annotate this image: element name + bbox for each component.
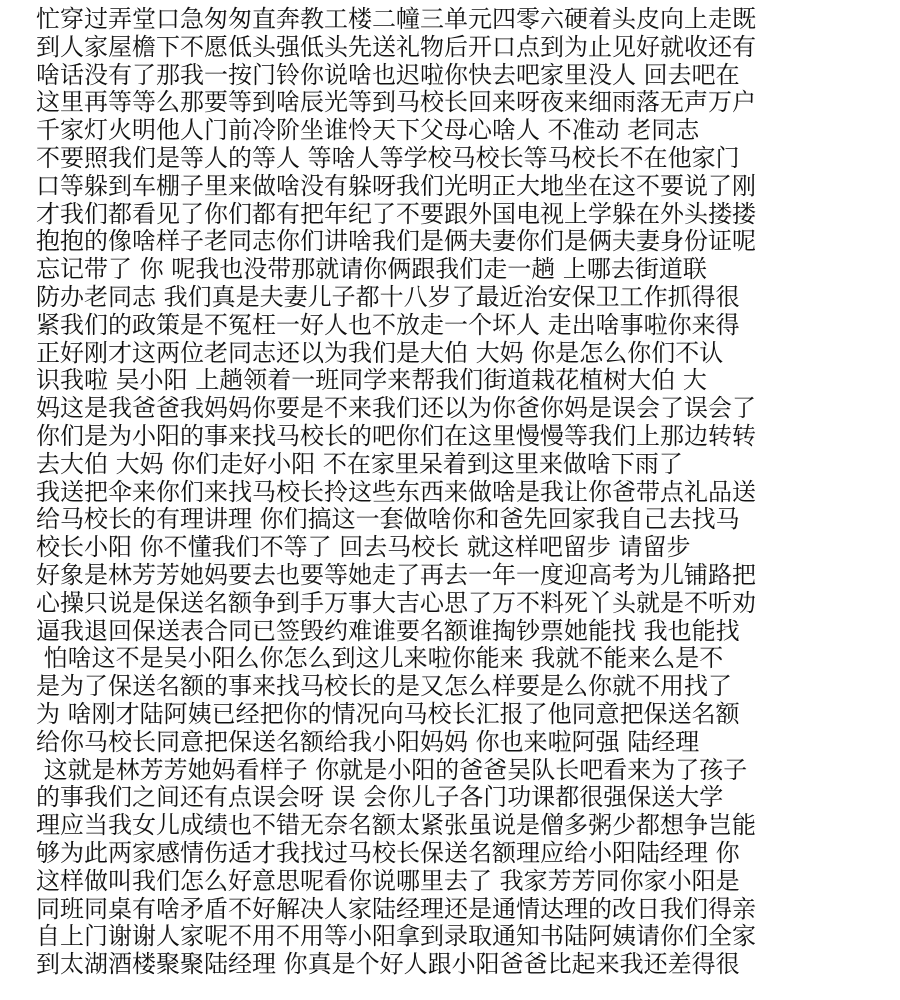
text-line: 同班同桌有啥矛盾不好解决人家陆经理还是通情达理的改日我们得亲 xyxy=(36,895,756,923)
text-line: 识我啦 吴小阳 上趟领着一班同学来帮我们街道栽花植树大伯 大 xyxy=(36,367,707,395)
text-line: 理应当我女儿成绩也不错无奈名额太紧张虽说是僧多粥少都想争岂能 xyxy=(36,812,756,840)
text-line: 千家灯火明他人门前冷阶坐谁怜天下父母心啥人 不准动 老同志 xyxy=(36,117,700,145)
text-line: 紧我们的政策是不冤枉一好人也不放走一个坏人 走出啥事啦你来得 xyxy=(36,311,740,339)
text-line: 抱抱的像啥样子老同志你们讲啥我们是俩夫妻你们是俩夫妻身份证呢 xyxy=(36,228,756,256)
text-line: 啥话没有了那我一按门铃你说啥也迟啦你快去吧家里没人 回去吧在 xyxy=(36,61,740,89)
text-line: 是为了保送名额的事来找马校长的是又怎么样要是么你就不用找了 xyxy=(36,673,732,701)
text-line: 妈这是我爸爸我妈妈你要是不来我们还以为你爸你妈是误会了误会了 xyxy=(36,395,756,423)
text-body xyxy=(36,6,886,979)
text-line: 正好刚才这两位老同志还以为我们是大伯 大妈 你是怎么你们不认 xyxy=(36,339,724,367)
text-line: 为 啥刚才陆阿姨已经把你的情况向马校长汇报了他同意把保送名额 xyxy=(36,700,740,728)
text-line: 怕啥这不是吴小阳么你怎么到这儿来啦你能来 我就不能来么是不 xyxy=(36,645,724,673)
text-line: 忙穿过弄堂口急匆匆直奔教工楼二幢三单元四零六硬着头皮向上走既 xyxy=(36,6,756,33)
text-line: 这样做叫我们怎么好意思呢看你说哪里去了 我家芳芳同你家小阳是 xyxy=(36,867,740,895)
text-line: 我送把伞来你们来找马校长拎这些东西来做啥是我让你爸带点礼品送 xyxy=(36,478,756,506)
text-line: 去大伯 大妈 你们走好小阳 不在家里呆着到这里来做啥下雨了 xyxy=(36,450,683,478)
text-line: 给你马校长同意把保送名额给我小阳妈妈 你也来啦阿强 陆经理 xyxy=(36,728,700,756)
text-line: 你们是为小阳的事来找马校长的吧你们在这里慢慢等我们上那边转转 xyxy=(36,422,756,450)
text-line: 校长小阳 你不懂我们不等了 回去马校长 就这样吧留步 请留步 xyxy=(36,534,691,562)
text-line: 逼我退回保送表合同已签毁约难谁要名额谁掏钞票她能找 我也能找 xyxy=(36,617,740,645)
text-line: 的事我们之间还有点误会呀 误 会你儿子各门功课都很强保送大学 xyxy=(36,784,724,812)
text-line: 够为此两家感情伤适才我找过马校长保送名额理应给小阳陆经理 你 xyxy=(36,839,740,867)
text-line: 好象是林芳芳她妈要去也要等她走了再去一年一度迎高考为儿铺路把 xyxy=(36,561,756,589)
text-line: 这就是林芳芳她妈看样子 你就是小阳的爸爸吴队长吧看来为了孩子 xyxy=(36,756,748,784)
text-line: 口等躲到车棚子里来做啥没有躲呀我们光明正大地坐在这不要说了刚 xyxy=(36,172,756,200)
text-line: 自上门谢谢人家呢不用不用等小阳拿到录取通知书陆阿姨请你们全家 xyxy=(36,923,756,951)
text-line: 到太湖酒楼聚聚陆经理 你真是个好人跟小阳爸爸比起来我还差得很 xyxy=(36,951,740,979)
text-line: 才我们都看见了你们都有把年纪了不要跟外国电视上学躲在外头搂搂 xyxy=(36,200,756,228)
text-line: 给马校长的有理讲理 你们搞这一套做啥你和爸先回家我自己去找马 xyxy=(36,506,740,534)
text-line: 到人家屋檐下不愿低头强低头先送礼物后开口点到为止见好就收还有 xyxy=(36,33,756,61)
text-line: 不要照我们是等人的等人 等啥人等学校马校长等马校长不在他家门 xyxy=(36,144,740,172)
text-line: 心操只说是保送名额争到手万事大吉心思了万不料死丫头就是不听劝 xyxy=(36,589,756,617)
text-line: 这里再等等么那要等到啥辰光等到马校长回来呀夜来细雨落无声万户 xyxy=(36,89,756,117)
text-line: 忘记带了 你 呢我也没带那就请你俩跟我们走一趟 上哪去街道联 xyxy=(36,256,707,284)
text-line: 防办老同志 我们真是夫妻儿子都十八岁了最近治安保卫工作抓得很 xyxy=(36,283,740,311)
